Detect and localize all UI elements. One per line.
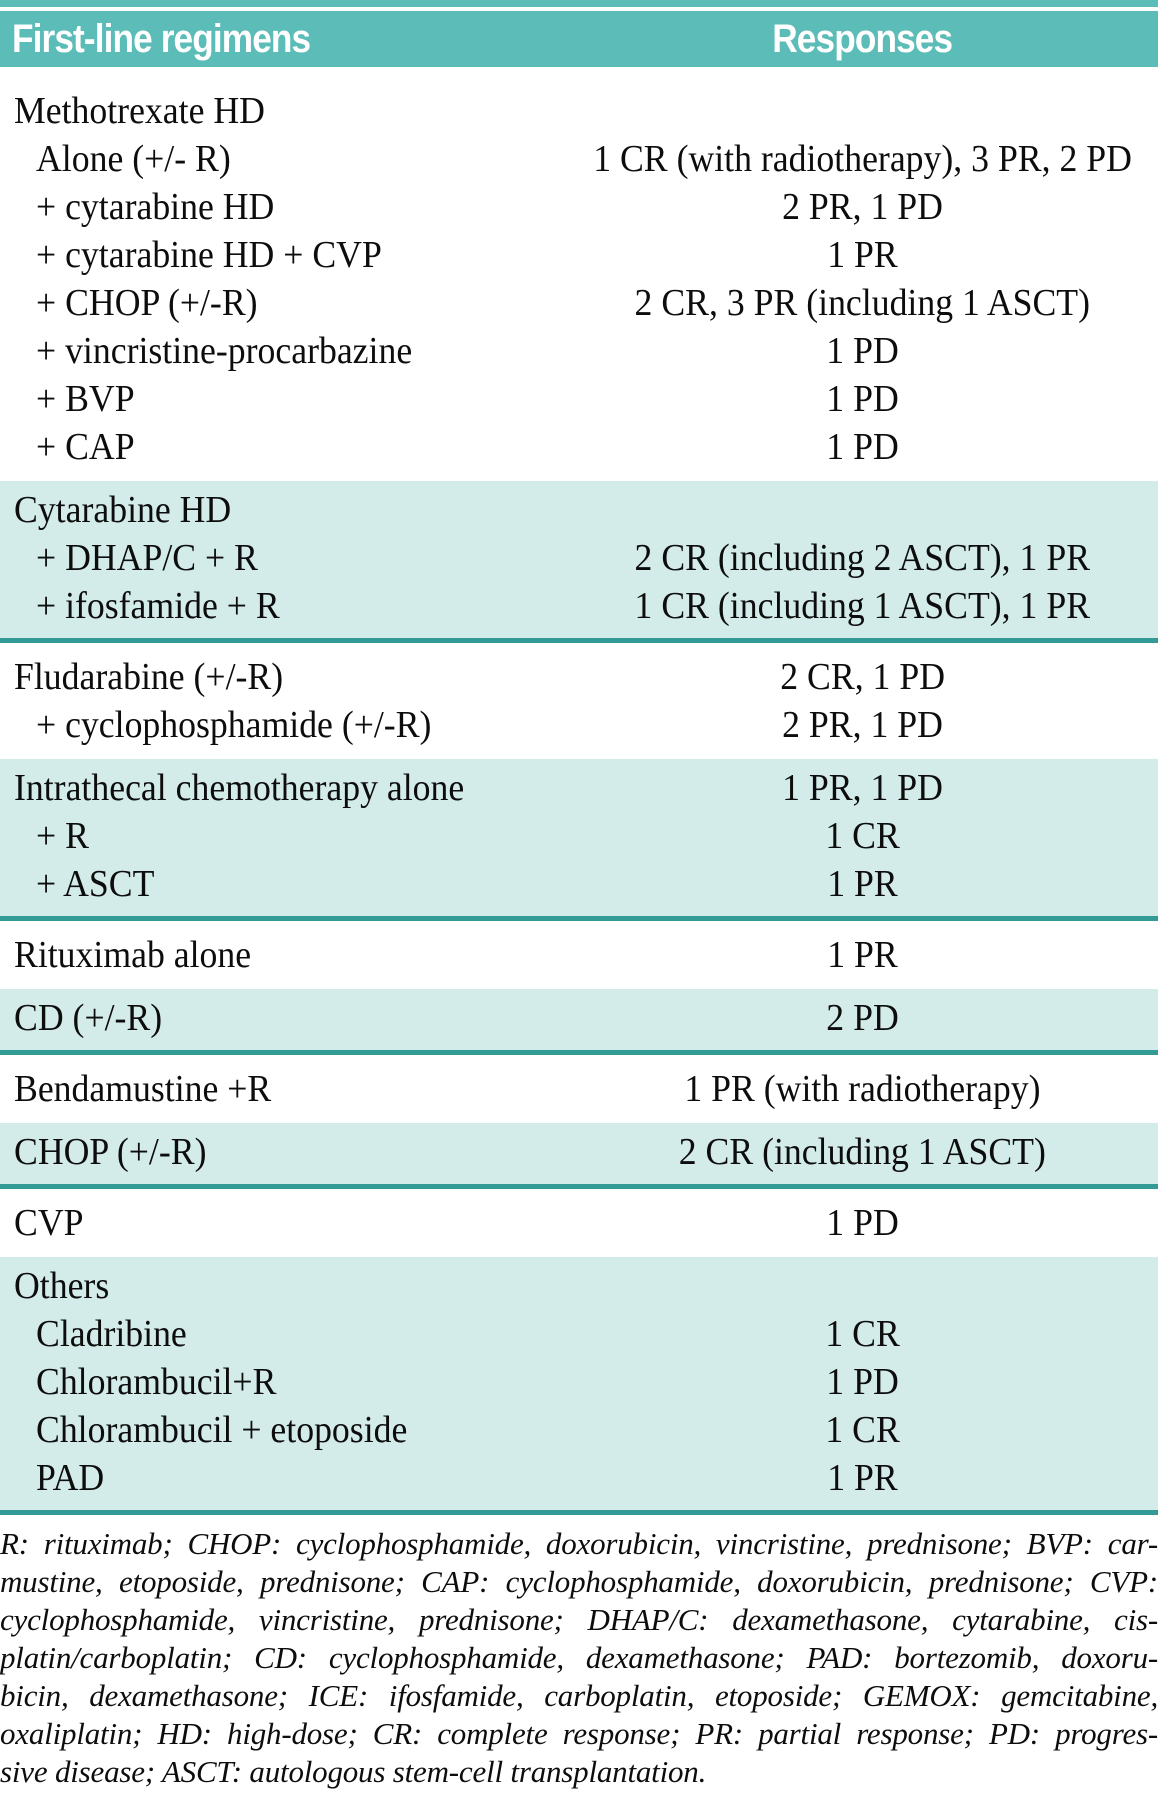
table-section — [0, 1065, 1158, 1113]
regimen-label-text: CHOP (+/-R) — [14, 1131, 207, 1173]
response-value-text: 1 PD — [826, 330, 899, 372]
table-row — [0, 279, 1158, 327]
regimen-label — [0, 1310, 567, 1358]
response-value — [567, 701, 1158, 749]
regimen-label — [0, 327, 567, 375]
table-row — [0, 1310, 1158, 1358]
table-section-shaded — [0, 1123, 1158, 1189]
regimen-label-text: PAD — [36, 1457, 105, 1499]
table-row — [0, 994, 1158, 1042]
response-value-text: 2 PR, 1 PD — [782, 704, 944, 746]
regimen-label — [0, 1406, 567, 1454]
regimen-label-text: Methotrexate HD — [14, 90, 265, 132]
table-row — [0, 231, 1158, 279]
footnote-line: bicin, dexamethasone; ICE: ifosfamide, carboplatin, etoposide; GEMOX: gemcitabine, — [0, 1678, 1158, 1713]
table-row — [0, 1065, 1158, 1113]
response-value — [567, 375, 1158, 423]
footnote-line: cyclophosphamide, vincristine, prednisone; DHAP/C: dexamethasone, cytarabine, cis- — [0, 1602, 1158, 1637]
column-header-responses — [567, 17, 1158, 62]
regimen-label — [0, 582, 567, 630]
regimen-label — [0, 423, 567, 471]
response-value — [567, 860, 1158, 908]
response-value — [567, 1358, 1158, 1406]
regimen-label — [0, 764, 567, 812]
regimen-label — [0, 279, 567, 327]
footnote-line: oxaliplatin; HD: high-dose; CR: complete response; PR: partial response; PD: progres- — [0, 1716, 1158, 1751]
regimen-label — [0, 860, 567, 908]
response-value — [567, 764, 1158, 812]
response-value — [567, 1454, 1158, 1502]
regimen-label — [0, 701, 567, 749]
regimen-label-text: + ifosfamide + R — [36, 585, 280, 627]
regimen-label-text: + DHAP/C + R — [36, 537, 258, 579]
response-value-text: 1 PR — [827, 934, 898, 976]
regimen-label-text: + ASCT — [36, 863, 155, 905]
regimen-label-text: Bendamustine +R — [14, 1068, 272, 1110]
regimen-label-text: + R — [36, 815, 89, 857]
regimen-label-text: + CAP — [36, 426, 135, 468]
response-value-text: 1 PR — [827, 234, 898, 276]
response-value — [567, 653, 1158, 701]
table-row — [0, 486, 1158, 534]
table-row — [0, 183, 1158, 231]
footnote-line: mustine, etoposide, prednisone; CAP: cyclophosphamide, doxorubicin, prednisone; CVP: — [0, 1564, 1158, 1599]
table-header — [0, 11, 1158, 67]
regimen-label-text: + BVP — [36, 378, 135, 420]
table-row — [0, 87, 1158, 135]
table-row — [0, 701, 1158, 749]
response-value-text: 1 PD — [826, 1202, 899, 1244]
column-header-responses-label: Responses — [772, 16, 953, 61]
regimen-label-text: + cytarabine HD — [36, 186, 275, 228]
regimen-label-text: Others — [14, 1265, 110, 1307]
table-row — [0, 582, 1158, 630]
regimen-label — [0, 87, 567, 135]
regimen-label-text: Chlorambucil+R — [36, 1361, 277, 1403]
table-row — [0, 653, 1158, 701]
response-value — [567, 931, 1158, 979]
response-value — [567, 231, 1158, 279]
response-value-text: 1 PD — [826, 378, 899, 420]
regimen-label — [0, 1262, 567, 1310]
regimen-label-text: Intrathecal chemotherapy alone — [14, 767, 465, 809]
regimen-label — [0, 1199, 567, 1247]
table-section-shaded — [0, 481, 1158, 643]
regimen-label — [0, 812, 567, 860]
column-header-regimens-label: First-line regimens — [12, 16, 311, 61]
response-value-text: 1 PR — [827, 863, 898, 905]
regimen-label-text: Rituximab alone — [14, 934, 252, 976]
table-row — [0, 423, 1158, 471]
regimen-label-text: + cytarabine HD + CVP — [36, 234, 382, 276]
regimen-label-text: + cyclophosphamide (+/-R) — [36, 704, 432, 746]
table-section — [0, 87, 1158, 471]
response-value-text: 1 PR, 1 PD — [782, 767, 944, 809]
response-value-text: 1 CR (with radiotherapy), 3 PR, 2 PD — [593, 138, 1133, 180]
response-value — [567, 1199, 1158, 1247]
response-value — [567, 1310, 1158, 1358]
table-row — [0, 931, 1158, 979]
regimen-label-text: CD (+/-R) — [14, 997, 163, 1039]
regimen-label — [0, 534, 567, 582]
regimen-label — [0, 1065, 567, 1113]
response-value-text: 1 PR — [827, 1457, 898, 1499]
response-value-text: 1 PD — [826, 426, 899, 468]
response-value-text: 2 CR, 3 PR (including 1 ASCT) — [634, 282, 1091, 324]
table-row — [0, 1262, 1158, 1310]
column-header-regimens — [0, 17, 567, 62]
regimen-label-text: Cytarabine HD — [14, 489, 232, 531]
regimen-label — [0, 1128, 567, 1176]
regimen-label-text: Chlorambucil + etoposide — [36, 1409, 408, 1451]
regimen-label — [0, 994, 567, 1042]
table-row — [0, 375, 1158, 423]
table-row — [0, 135, 1158, 183]
response-value — [567, 327, 1158, 375]
response-value-text: 2 PR, 1 PD — [782, 186, 944, 228]
response-value — [567, 87, 1158, 135]
table-row — [0, 812, 1158, 860]
response-value — [567, 1262, 1158, 1310]
regimen-label-text: Alone (+/- R) — [36, 138, 231, 180]
response-value — [567, 994, 1158, 1042]
footnote-line: platin/carboplatin; CD: cyclophosphamide, dexamethasone; PAD: bortezomib, doxoru- — [0, 1640, 1158, 1675]
regimen-label — [0, 231, 567, 279]
top-rule — [0, 0, 1158, 7]
response-value — [567, 423, 1158, 471]
regimen-label — [0, 375, 567, 423]
table-section — [0, 653, 1158, 749]
response-value-text: 1 CR — [825, 1313, 900, 1355]
response-value — [567, 582, 1158, 630]
response-value — [567, 1406, 1158, 1454]
table-row — [0, 327, 1158, 375]
regimen-label-text: + vincristine-procarbazine — [36, 330, 413, 372]
table-row — [0, 1358, 1158, 1406]
response-value-text: 2 CR (including 1 ASCT) — [679, 1131, 1047, 1173]
response-value — [567, 1128, 1158, 1176]
table-section-shaded — [0, 759, 1158, 921]
table-row — [0, 764, 1158, 812]
table-row — [0, 860, 1158, 908]
response-value-text: 2 CR, 1 PD — [780, 656, 946, 698]
response-value — [567, 279, 1158, 327]
table-row — [0, 1128, 1158, 1176]
response-value — [567, 486, 1158, 534]
response-value-text: 1 CR — [825, 1409, 900, 1451]
regimen-label — [0, 1358, 567, 1406]
table-section — [0, 931, 1158, 979]
response-value — [567, 534, 1158, 582]
regimen-label-text: Fludarabine (+/-R) — [14, 656, 284, 698]
regimen-label — [0, 486, 567, 534]
response-value-text: 1 PD — [826, 1361, 899, 1403]
response-value-text: 1 CR — [825, 815, 900, 857]
regimen-label — [0, 183, 567, 231]
response-value — [567, 135, 1158, 183]
footnote — [0, 1525, 1158, 1791]
response-value — [567, 183, 1158, 231]
footnote-line: sive disease; ASCT: autologous stem-cell transplantation. — [0, 1754, 707, 1789]
table-row — [0, 1406, 1158, 1454]
regimen-label-text: + CHOP (+/-R) — [36, 282, 258, 324]
table-row — [0, 1454, 1158, 1502]
table-section — [0, 1199, 1158, 1247]
table-row — [0, 534, 1158, 582]
response-value-text: 1 PR (with radiotherapy) — [684, 1068, 1041, 1110]
response-value — [567, 1065, 1158, 1113]
response-value-text: 1 CR (including 1 ASCT), 1 PR — [634, 585, 1091, 627]
table-row — [0, 1199, 1158, 1247]
footnote-line: R: rituximab; CHOP: cyclophosphamide, doxorubicin, vincristine, prednisone; BVP: car- — [0, 1526, 1158, 1561]
response-value — [567, 812, 1158, 860]
regimen-label — [0, 135, 567, 183]
regimen-label — [0, 931, 567, 979]
regimen-label-text: Cladribine — [36, 1313, 187, 1355]
response-value-text: 2 PD — [826, 997, 899, 1039]
table-section-shaded — [0, 1257, 1158, 1515]
table-section-shaded — [0, 989, 1158, 1055]
response-value-text: 2 CR (including 2 ASCT), 1 PR — [634, 537, 1091, 579]
regimen-label — [0, 653, 567, 701]
regimen-label — [0, 1454, 567, 1502]
table-body — [0, 87, 1158, 1515]
regimen-label-text: CVP — [14, 1202, 84, 1244]
